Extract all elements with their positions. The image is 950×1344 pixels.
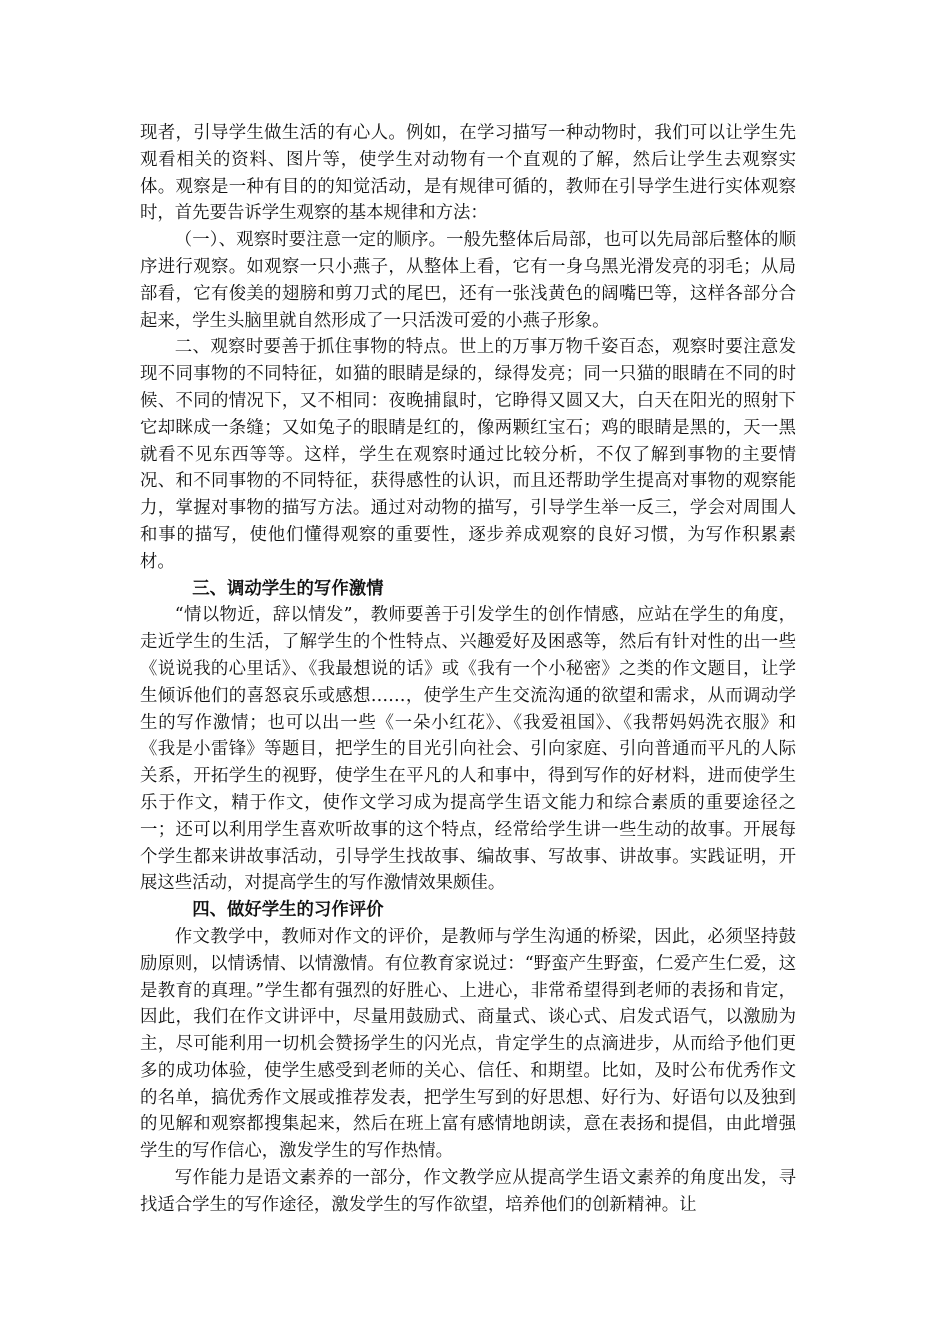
document-page: [140, 120, 796, 1219]
paragraph-evaluation: 作文教学中，教师对作文的评价，是教师与学生沟通的桥梁，因此，必须坚持鼓励原则，以情诱情、以情激情。有位教育家说过：“野蛮产生野蛮，仁爱产生仁爱，这是教育的真理。”学生都有强烈的好胜心、上进心，非常希望得到老师的表扬和肯定，因此，我们在作文讲评中，尽量用鼓励式、商量式、谈心式、启发式语气，以激励为主，尽可能利用一切机会赞扬学生的闪光点，肯定学生的点滴进步，从而给予他们更多的成功体验，使学生感受到老师的关心、信任、和期望。比如，及时公布优秀作文的名单，搞优秀作文展或推荐发表，把学生写到的好思想、好行为、好语句以及独到的见解和观察都搜集起来，然后在班上富有感情地朗读，意在表扬和提倡，由此增强学生的写作信心，激发学生的写作热情。: [140, 926, 796, 1162]
section-heading-writing-passion: 三、调动学生的写作激情: [192, 578, 384, 599]
section-heading-evaluation: 四、做好学生的习作评价: [192, 900, 384, 921]
paragraph-writing-passion: “情以物近，辞以情发”，教师要善于引发学生的创作情感，应站在学生的角度，走近学生的生活，了解学生的个性特点、兴趣爱好及困惑等，然后有针对性的出一些《说说我的心里话》、《我最想说的话》或《我有一个小秘密》之类的作文题目，让学生倾诉他们的喜怒哀乐或感想……，使学生产生交流沟通的欲望和需求，从而调动学生的写作激情；也可以出一些《一朵小红花》、《我爱祖国》、《我帮妈妈洗衣服》和《我是小雷锋》等题目，把学生的目光引向社会、引向家庭、引向普通而平凡的人际关系，开拓学生的视野，使学生在平凡的人和事中，得到写作的好材料，进而使学生乐于作文，精于作文，使作文学习成为提高学生语文能力和综合素质的重要途径之一；还可以利用学生喜欢听故事的这个特点，经常给学生讲一些生动的故事。开展每个学生都来讲故事活动，引导学生找故事、编故事、写故事、讲故事。实践证明，开展这些活动，对提高学生的写作激情效果颇佳。: [140, 605, 796, 894]
paragraph-observation-order: （一）、观察时要注意一定的顺序。一般先整体后局部，也可以先局部后整体的顺序进行观察。如观察一只小燕子，从整体上看，它有一身乌黑光滑发亮的羽毛；从局部看，它有俊美的翅膀和剪刀式的尾巴，还有一张浅黄色的阔嘴巴等，这样各部分合起来，学生头脑里就自然形成了一只活泼可爱的小燕子形象。: [140, 230, 796, 331]
paragraph-conclusion: 写作能力是语文素养的一部分，作文教学应从提高学生语文素养的角度出发，寻找适合学生的写作途径，激发学生的写作欲望，培养他们的创新精神。让: [140, 1168, 796, 1215]
paragraph-observation-features: 二、观察时要善于抓住事物的特点。世上的万事万物千姿百态，观察时要注意发现不同事物的不同特征，如猫的眼睛是绿的，绿得发亮；同一只猫的眼睛在不同的时候、不同的情况下，又不相同：夜晚捕鼠时，它睁得又圆又大，白天在阳光的照射下它却眯成一条缝；又如兔子的眼睛是红的，像两颗红宝石；鸡的眼睛是黑的，天一黑就看不见东西等等。这样，学生在观察时通过比较分析，不仅了解到事物的主要情况、和不同事物的不同特征，获得感性的认识，而且还帮助学生提高对事物的观察能力，掌握对事物的描写方法。通过对动物的描写，引导学生举一反三，学会对周围人和事的描写，使他们懂得观察的重要性，逐步养成观察的良好习惯，为写作积累素材。: [140, 337, 796, 572]
paragraph-observation-intro: 现者，引导学生做生活的有心人。例如，在学习描写一种动物时，我们可以让学生先观看相关的资料、图片等，使学生对动物有一个直观的了解，然后让学生去观察实体。观察是一种有目的的知觉活动，是有规律可循的，教师在引导学生进行实体观察时，首先要告诉学生观察的基本规律和方法：: [140, 123, 796, 224]
